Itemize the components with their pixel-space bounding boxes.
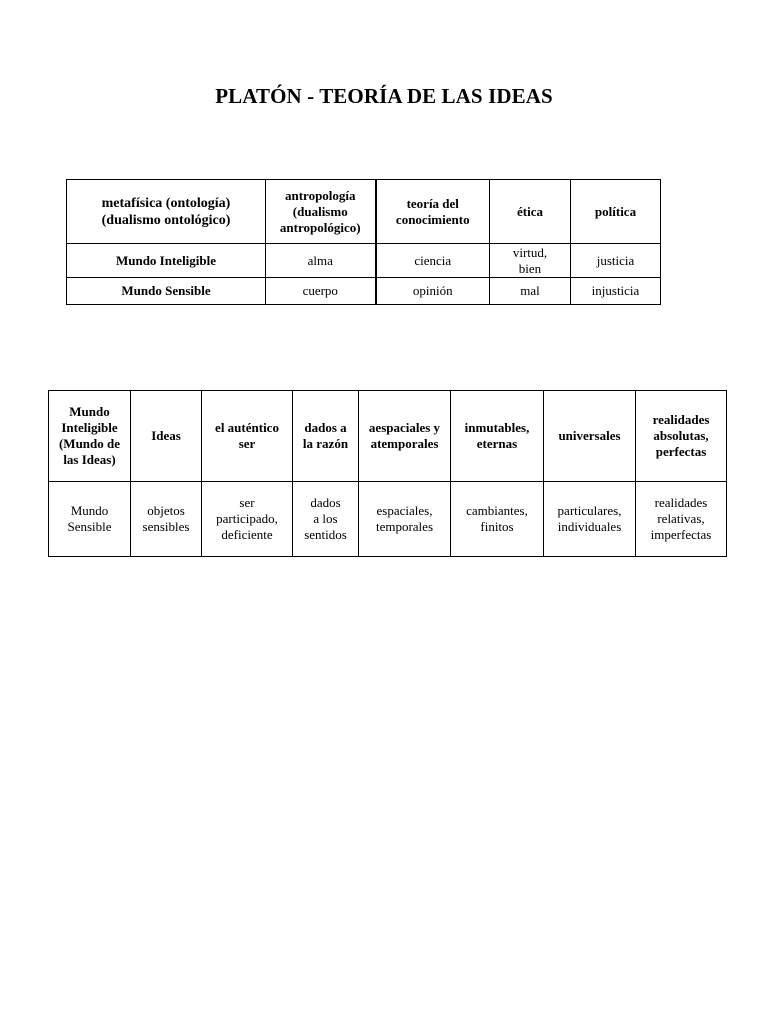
- cell-line: política: [594, 203, 637, 219]
- cell-line: relativas,: [657, 511, 705, 526]
- header-cell-universales: [544, 391, 636, 482]
- cell-line: finitos: [480, 519, 514, 534]
- table-cell: [266, 278, 376, 305]
- table-cell: [293, 482, 359, 557]
- header-cell-mundo-inteligible: [49, 391, 131, 482]
- cell-line: (Mundo de: [58, 436, 121, 451]
- cell-line: cuerpo: [302, 283, 338, 298]
- cell-line: antropológico): [279, 219, 361, 235]
- cell-line: ciencia: [414, 252, 452, 268]
- cell-line: realidades: [654, 495, 708, 510]
- cell-line: universales: [558, 428, 621, 443]
- table-cell: [490, 278, 571, 305]
- header-cell-dados-razon: [293, 391, 359, 482]
- table-cell: [376, 278, 490, 305]
- cell-line: deficiente: [221, 527, 273, 542]
- header-cell-aespaciales: [359, 391, 451, 482]
- header-cell-conocimiento: [376, 180, 490, 244]
- cell-line: Mundo: [69, 404, 110, 419]
- cell-line: teoría del: [406, 195, 459, 211]
- dualism-table: [66, 179, 661, 305]
- cell-line: dados a: [304, 420, 347, 435]
- cell-line: inmutables,: [464, 420, 530, 435]
- cell-line: temporales: [375, 519, 434, 534]
- cell-line: las Ideas): [63, 452, 116, 467]
- cell-line: absolutas,: [653, 428, 709, 443]
- table-row-mundo-sensible: [49, 482, 727, 557]
- cell-line: metafísica (ontología): [101, 195, 231, 211]
- table-row-mundo-inteligible: [67, 244, 661, 278]
- table-cell: [49, 482, 131, 557]
- cell-line: virtud,: [512, 244, 548, 260]
- table-cell: [359, 482, 451, 557]
- cell-line: perfectas: [655, 444, 707, 459]
- cell-line: espaciales,: [376, 503, 433, 518]
- table-header-row: [49, 391, 727, 482]
- cell-line: el auténtico: [215, 420, 279, 435]
- cell-line: aespaciales y: [368, 420, 441, 435]
- table-cell: [571, 278, 661, 305]
- cell-line: antropología: [284, 187, 356, 203]
- cell-line: participado,: [216, 511, 278, 526]
- header-cell-inmutables: [451, 391, 544, 482]
- table-cell: [544, 482, 636, 557]
- cell-line: dados: [310, 495, 341, 510]
- cell-line: alma: [307, 252, 333, 268]
- cell-line: Mundo: [70, 503, 109, 518]
- cell-line: particulares,: [557, 503, 622, 518]
- header-cell-antropologia: [266, 180, 376, 244]
- table-cell: [451, 482, 544, 557]
- table-cell: [131, 482, 202, 557]
- cell-line: realidades: [652, 412, 710, 427]
- cell-line: ser: [238, 436, 256, 451]
- table-header-row: [67, 180, 661, 244]
- cell-line: bien: [518, 260, 542, 276]
- cell-line: imperfectas: [650, 527, 712, 542]
- header-cell-realidades-absolutas: [636, 391, 727, 482]
- cell-line: opinión: [412, 283, 453, 298]
- page-title: PLATÓN - TEORÍA DE LAS IDEAS: [215, 84, 553, 108]
- cell-line: (dualismo: [292, 203, 348, 219]
- cell-line: justicia: [596, 252, 635, 268]
- cell-line: a los: [313, 511, 338, 526]
- cell-line: eternas: [476, 436, 518, 451]
- cell-line: (dualismo ontológico): [101, 212, 231, 228]
- cell-line: Ideas: [151, 428, 181, 443]
- cell-line: individuales: [557, 519, 622, 534]
- cell-line: ética: [517, 203, 543, 219]
- table-cell: [636, 482, 727, 557]
- cell-line: sentidos: [304, 527, 347, 542]
- table-cell: [202, 482, 293, 557]
- table-cell: [490, 244, 571, 278]
- header-cell-metafisica: [67, 180, 266, 244]
- cell-line: la razón: [302, 436, 349, 451]
- table-row-mundo-sensible: [67, 278, 661, 305]
- table-cell: [266, 244, 376, 278]
- table-cell: [376, 244, 490, 278]
- cell-line: injusticia: [591, 283, 640, 298]
- header-cell-autentico-ser: [202, 391, 293, 482]
- cell-line: Inteligible: [61, 420, 118, 435]
- cell-line: objetos: [147, 503, 185, 518]
- cell-line: sensibles: [142, 519, 190, 534]
- cell-line: Sensible: [67, 519, 112, 534]
- cell-line: atemporales: [370, 436, 439, 451]
- worlds-comparison-table: [48, 390, 727, 557]
- header-cell-politica: [571, 180, 661, 244]
- header-cell-ideas: [131, 391, 202, 482]
- cell-line: mal: [520, 283, 540, 298]
- cell-line: cambiantes,: [466, 503, 528, 518]
- cell-line: conocimiento: [395, 211, 470, 227]
- header-cell-etica: [490, 180, 571, 244]
- table-cell: [571, 244, 661, 278]
- row-label: Mundo Sensible: [67, 278, 266, 305]
- row-label: Mundo Inteligible: [67, 244, 266, 278]
- cell-line: ser: [239, 495, 255, 510]
